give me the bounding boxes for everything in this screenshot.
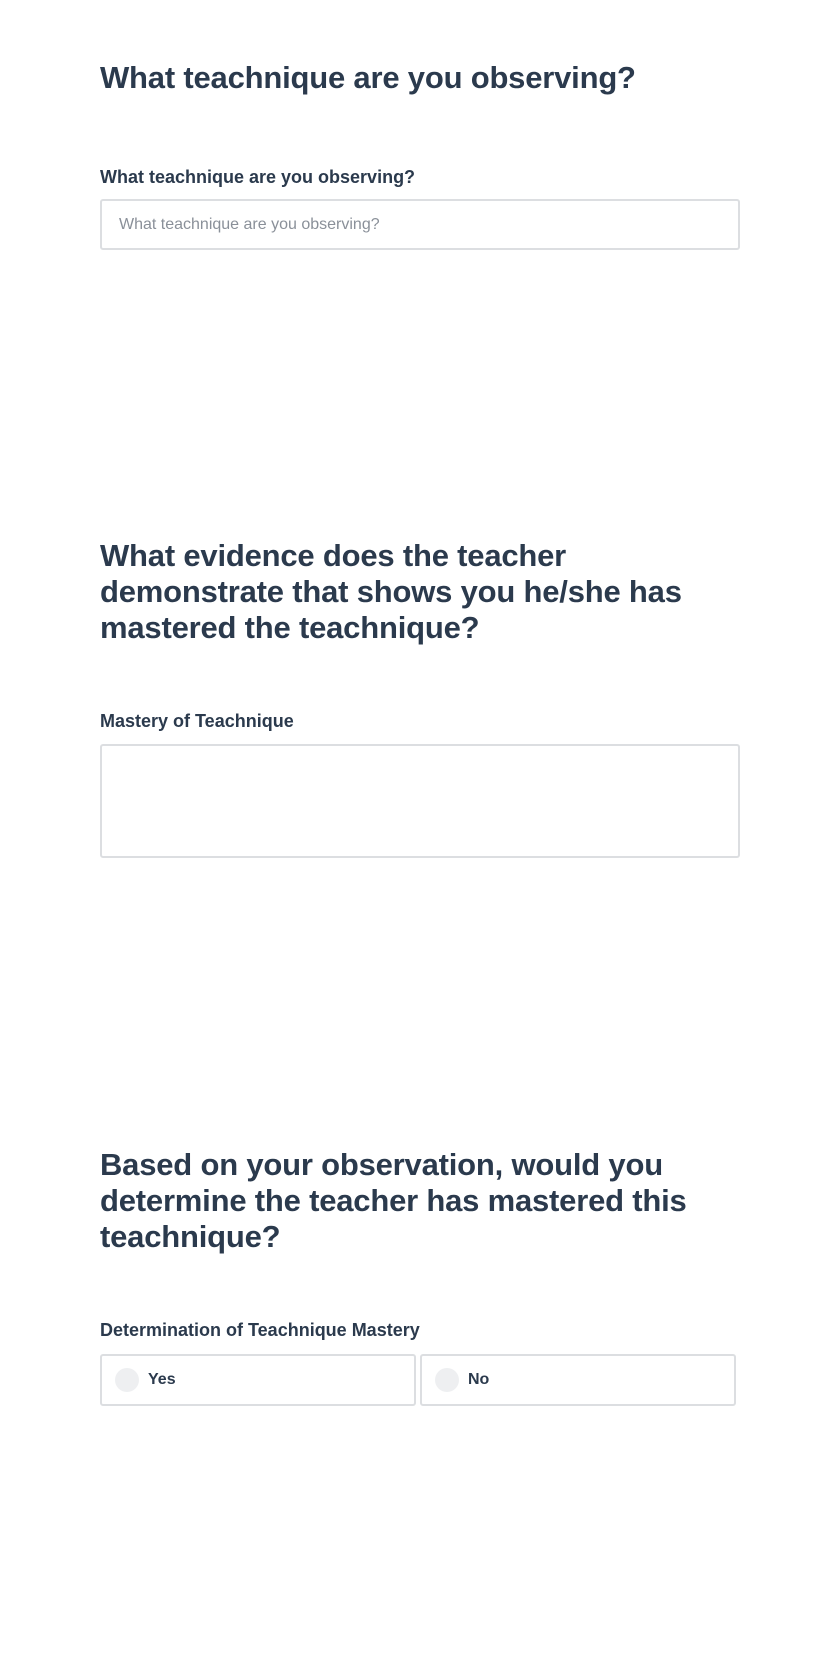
mastery-textarea[interactable] <box>100 744 740 858</box>
section-heading-mastery-evidence: What evidence does the teacher demonstrate that shows you he/she has mastered the teachnique? <box>100 538 682 645</box>
radio-option-no[interactable] <box>420 1354 736 1406</box>
section-heading-mastery-determination: Based on your observation, would you determine the teacher has mastered this teachnique? <box>100 1147 687 1254</box>
mastery-determination-section <box>100 1147 740 1407</box>
radio-option-yes[interactable] <box>100 1354 416 1406</box>
mastery-evidence-section <box>100 538 740 868</box>
section-heading-technique: What teachnique are you observing? <box>100 60 636 95</box>
determination-radio-group <box>100 1354 740 1406</box>
radio-circle-icon[interactable] <box>115 1368 139 1392</box>
radio-circle-icon[interactable] <box>435 1368 459 1392</box>
technique-input[interactable] <box>100 199 740 250</box>
radio-option-label: Yes <box>148 1371 176 1388</box>
technique-section <box>100 60 740 260</box>
radio-option-label: No <box>468 1371 490 1388</box>
determination-field-label: Determination of Teachnique Mastery <box>100 1320 420 1340</box>
mastery-field-label: Mastery of Teachnique <box>100 711 294 731</box>
technique-field-label: What teachnique are you observing? <box>100 167 416 187</box>
